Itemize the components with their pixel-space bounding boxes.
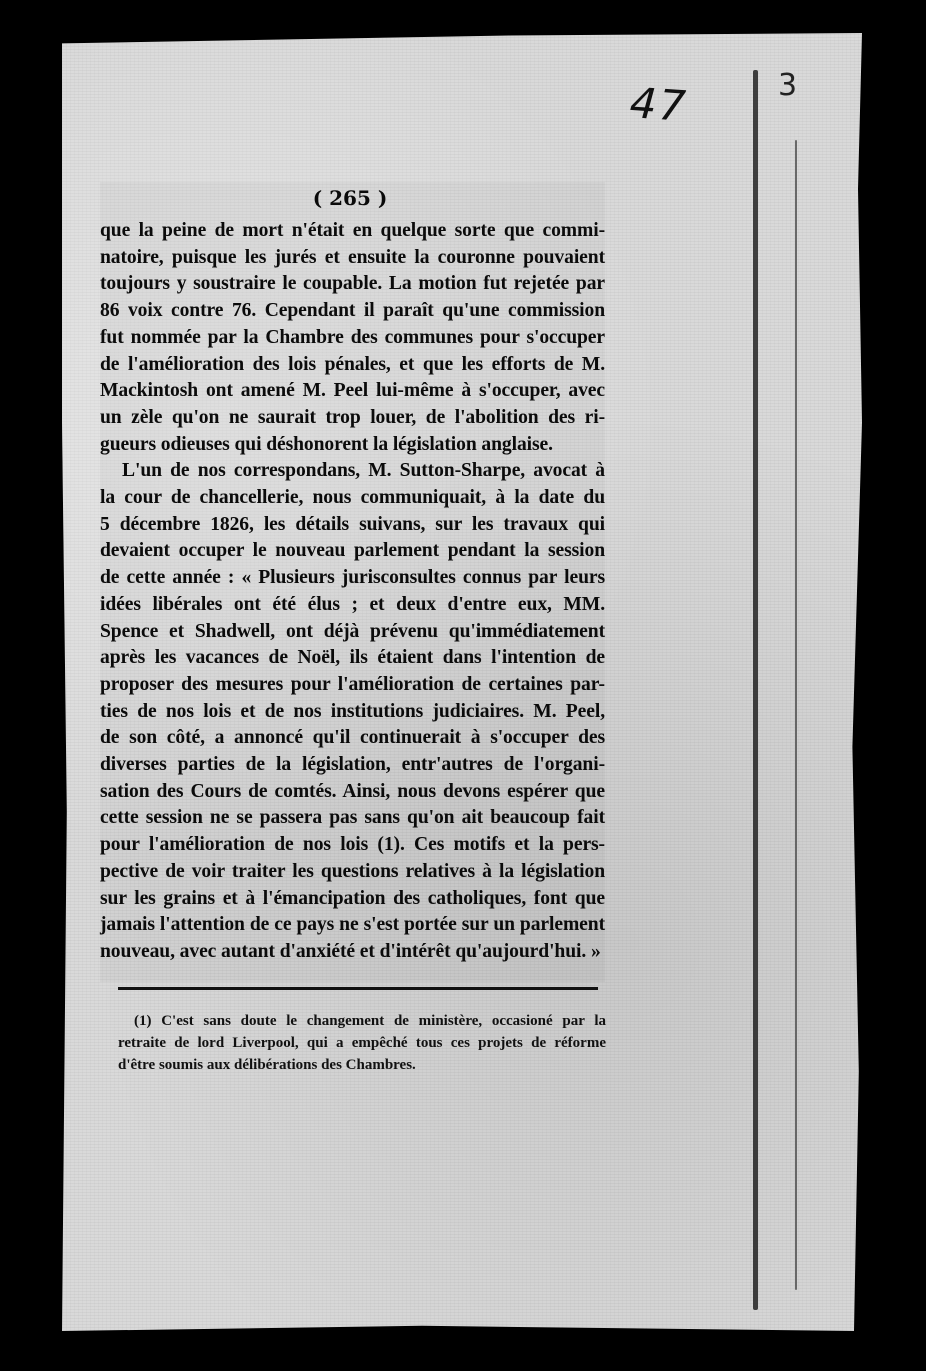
text-line: proposer des mesures pour l'amélioration de certaines par- — [100, 673, 605, 695]
text-line: sur les grains et à l'émancipation des catholiques, font que — [100, 887, 605, 909]
text-line: devaient occuper le nouveau parlement pendant la session — [100, 540, 605, 562]
footnote-rule — [118, 987, 598, 990]
footnote-line: d'être soumis aux délibérations des Chambres. — [118, 1057, 416, 1073]
text-line: Mackintosh ont amené M. Peel lui-même à s'occuper, avec — [100, 380, 605, 402]
text-line: la cour de chancellerie, nous communiquait, à la date du — [100, 487, 605, 509]
text-line: L'un de nos correspondans, M. Sutton-Sharpe, avocat à — [122, 460, 605, 482]
text-line: 5 décembre 1826, les détails suivans, sur les travaux qui — [100, 513, 605, 535]
page-edge-line — [795, 140, 797, 1290]
text-line: cette session ne se passera pas sans qu'on ait beaucoup fait — [100, 807, 605, 829]
body-text — [100, 218, 605, 966]
text-line: pective de voir traiter les questions relatives à la législation — [100, 860, 605, 882]
paragraph-1 — [100, 218, 605, 458]
text-line: de cette année : « Plusieurs jurisconsultes connus par leurs — [100, 567, 605, 589]
text-line: de son côté, a annoncé qu'il continuerait à s'occuper des — [100, 727, 605, 749]
paragraph-2 — [100, 458, 605, 965]
text-line: un zèle qu'on ne saurait trop louer, de l'abolition des ri- — [100, 406, 605, 428]
text-line: 86 voix contre 76. Cependant il paraît qu'une commission — [100, 300, 605, 322]
text-line: de l'amélioration des lois pénales, et que les efforts de M. — [100, 353, 605, 375]
text-line: sation des Cours de comtés. Ainsi, nous devons espérer que — [100, 780, 605, 802]
footnote-line: (1) C'est sans doute le changement de ministère, occasioné par la — [134, 1013, 606, 1029]
text-line: toujours y soustraire le coupable. La motion fut rejetée par — [100, 273, 605, 295]
folio-mark: 3 — [778, 68, 798, 103]
footnote — [118, 1010, 606, 1076]
handwritten-folio-number: 47 — [628, 78, 690, 131]
text-line: fut nommée par la Chambre des communes pour s'occuper — [100, 326, 605, 348]
footnote-line: retraite de lord Liverpool, qui a empêché tous ces projets de réforme — [118, 1035, 606, 1051]
text-line: pour l'amélioration de nos lois (1). Ces motifs et la pers- — [100, 834, 605, 856]
page-fold-line — [753, 70, 758, 1310]
text-line: diverses parties de la législation, entr'autres de l'organi- — [100, 754, 605, 776]
text-line: natoire, puisque les jurés et ensuite la couronne pouvaient — [100, 246, 605, 268]
text-line: jamais l'attention de ce pays ne s'est portée sur un parlement — [100, 914, 605, 936]
text-line: nouveau, avec autant d'anxiété et d'intérêt qu'aujourd'hui. » — [100, 940, 601, 962]
page-number: ( 265 ) — [312, 186, 388, 210]
text-line: Spence et Shadwell, ont déjà prévenu qu'immédiatement — [100, 620, 605, 642]
text-line: gueurs odieuses qui déshonorent la législation anglaise. — [100, 433, 553, 455]
text-line: que la peine de mort n'était en quelque sorte que commi- — [100, 220, 605, 241]
text-line: après les vacances de Noël, ils étaient dans l'intention de — [100, 647, 605, 669]
text-line: ties de nos lois et de nos institutions judiciaires. M. Peel, — [100, 700, 605, 722]
text-line: idées libérales ont été élus ; et deux d'entre eux, MM. — [100, 593, 605, 615]
